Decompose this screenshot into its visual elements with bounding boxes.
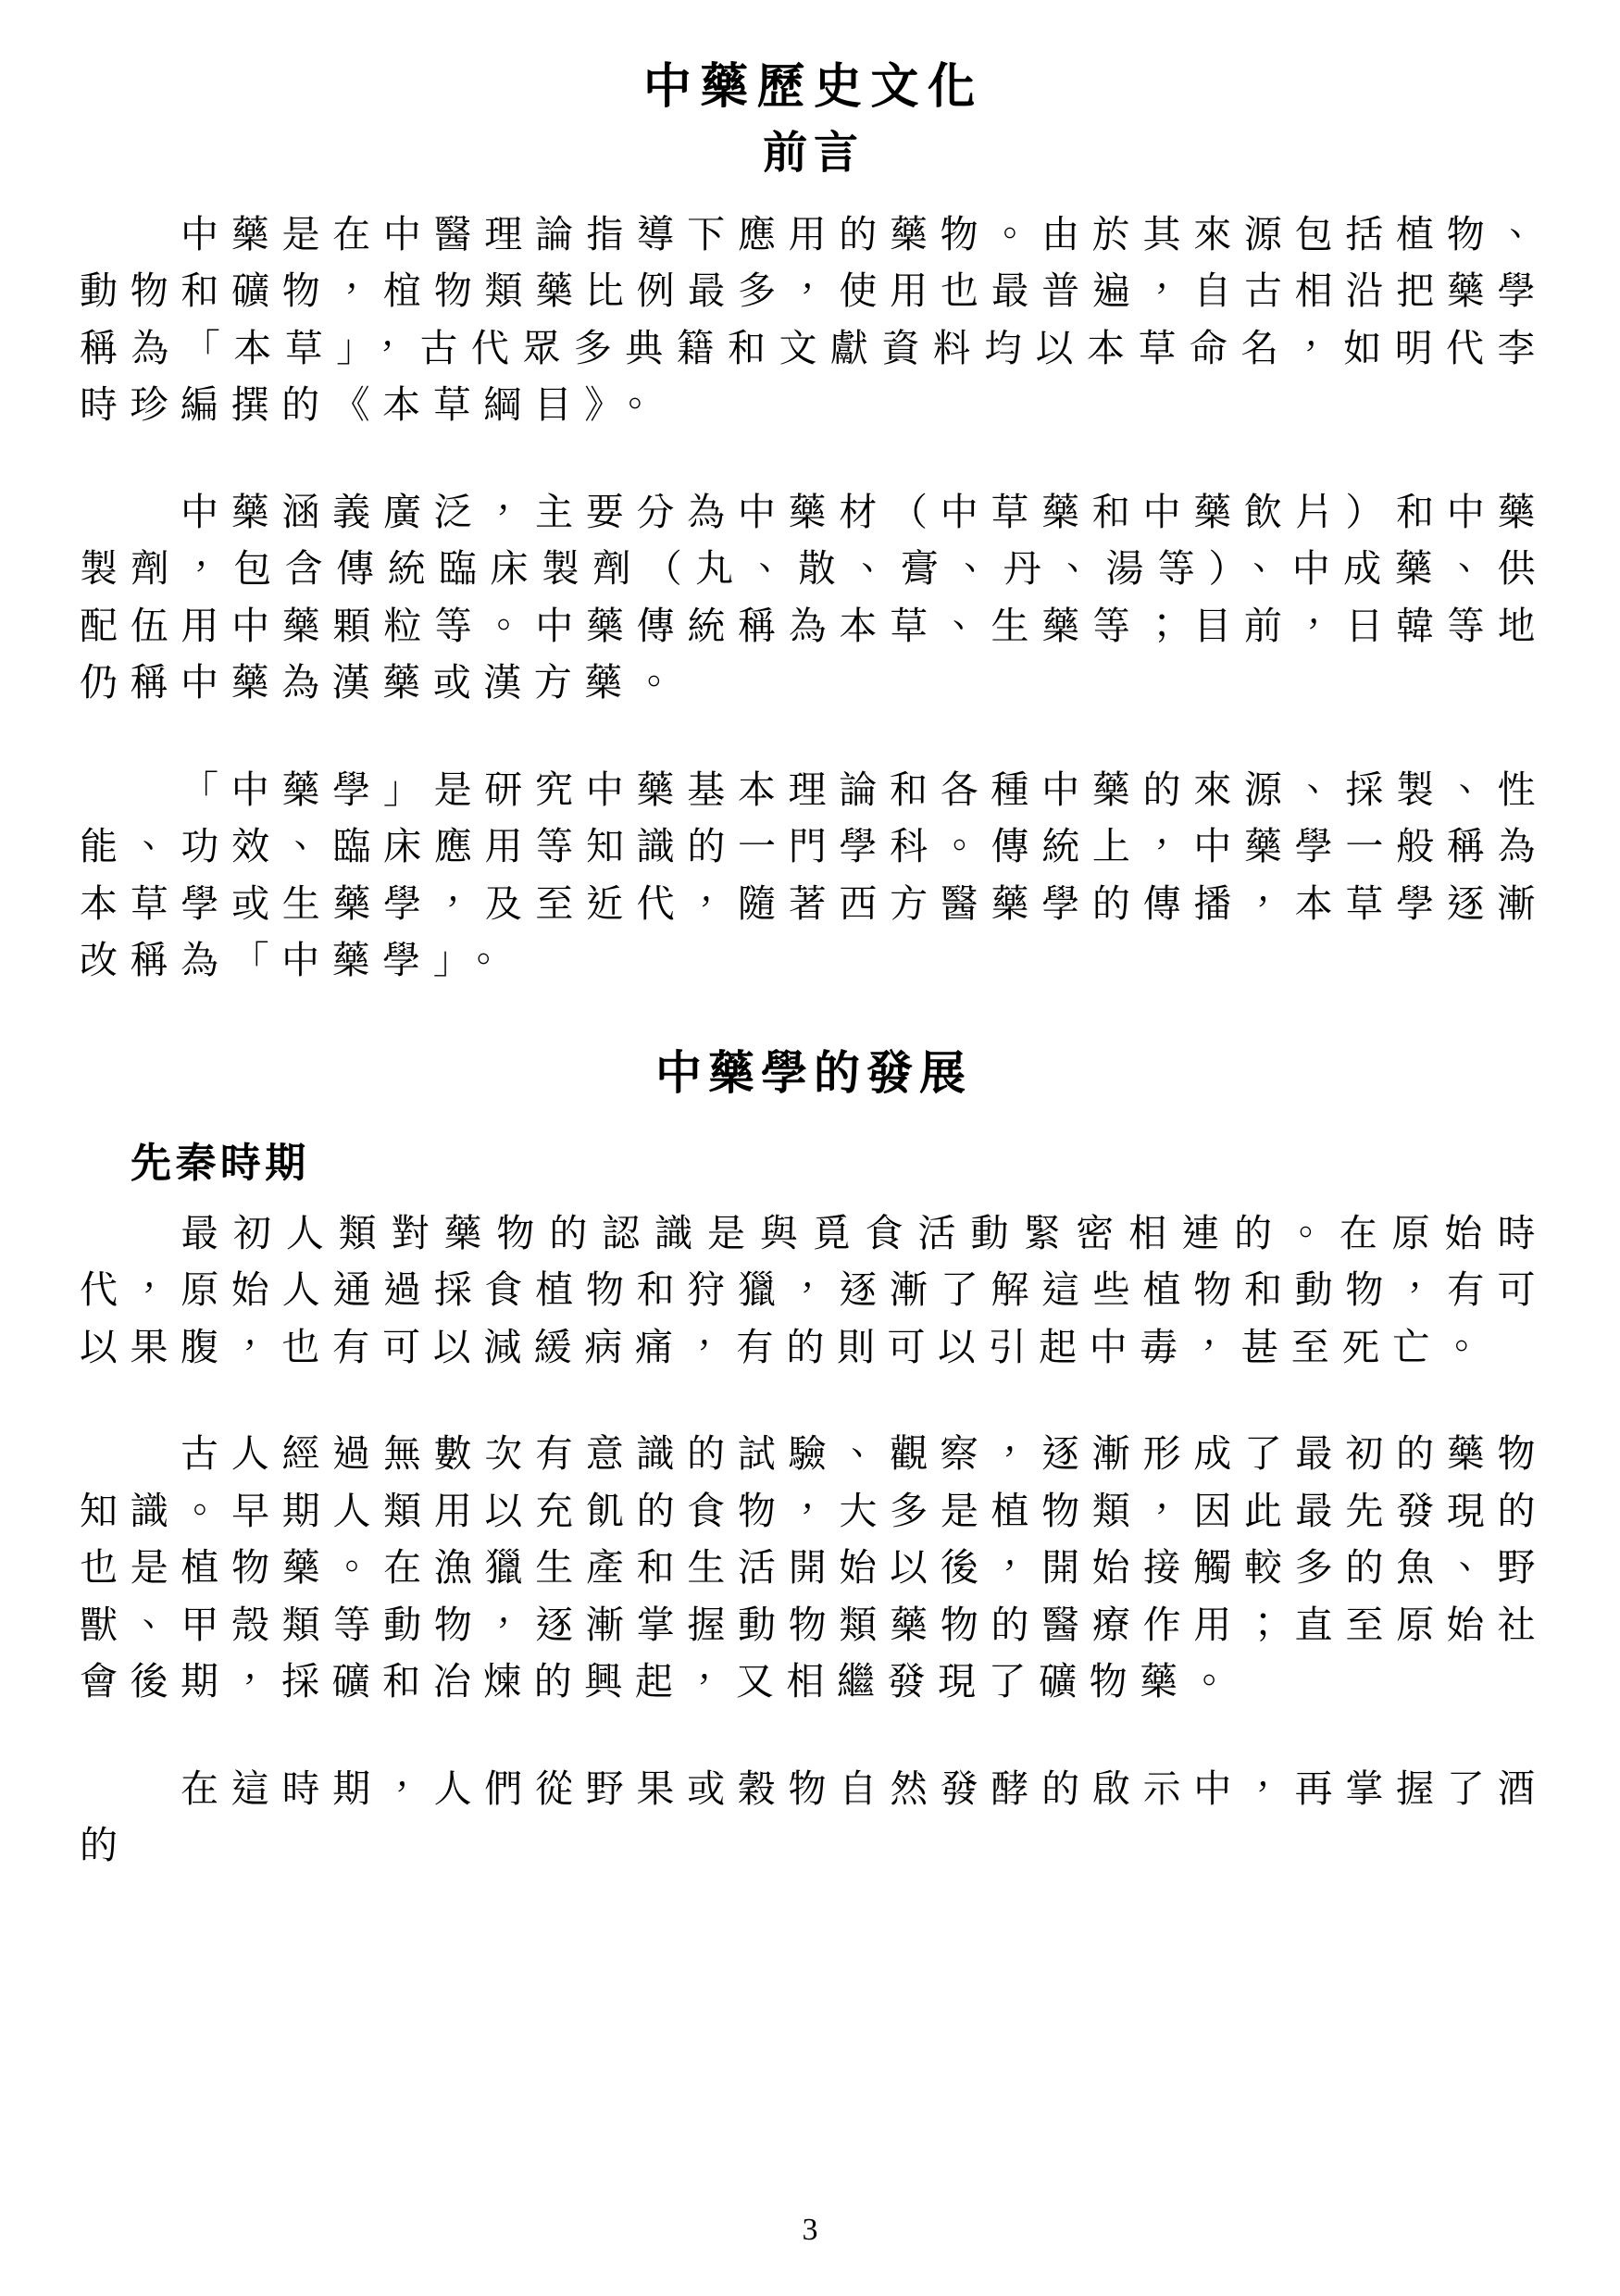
development-paragraph-2: 古人經過無數次有意識的試驗、觀察，逐漸形成了最初的藥物知識。早期人類用以充飢的食物，大多是植物類，因此最先發現的也是植物藥。在漁獵生產和生活開始以後，開始接觸較多的魚、野獸、甲殼類等動物，逐漸掌握動物類藥物的醫療作用；直至原始社會後期，採礦和冶煉的興起，又相繼發現了礦物藥。 (80, 1432, 1548, 1703)
foreword-paragraph-2: 中藥涵義廣泛，主要分為中藥材（中草藥和中藥飲片）和中藥製劑，包含傳統臨床製劑（丸、散、膏、丹、湯等）、中成藥、供配伍用中藥顆粒等。中藥傳統稱為本草、生藥等；目前，日韓等地仍稱中藥為漢藥或漢方藥。 (80, 490, 1548, 705)
development-section-heading: 中藥學的發展 (655, 1046, 972, 1099)
foreword-paragraph-1: 中藥是在中醫理論指導下應用的藥物。由於其來源包括植物、動物和礦物，椬物類藥比例最多，使用也最普遍，自古相沿把藥學稱為「本草」，古代眾多典籍和文獻資料均以本草命名，如明代李時珍編撰的《本草綱目》。 (80, 212, 1548, 427)
pre-qin-period-subheading: 先秦時期 (131, 1140, 310, 1186)
page-number: 3 (802, 2213, 818, 2247)
development-paragraph-3: 在這時期，人們從野果或穀物自然發酵的啟示中，再掌握了酒的 (80, 1766, 1548, 1867)
development-paragraph-1: 最初人類對藥物的認識是與覓食活動緊密相連的。在原始時代，原始人通過採食植物和狩獵，逐漸了解這些植物和動物，有可以果腹，也有可以減緩病痛，有的則可以引起中毒，甚至死亡。 (80, 1211, 1548, 1368)
document-title: 中藥歷史文化 (642, 61, 985, 114)
foreword-paragraph-3: 「中藥學」是研究中藥基本理論和各種中藥的來源、採製、性能、功效、臨床應用等知識的一門學科。傳統上，中藥學一般稱為本草學或生藥學，及至近代，隨著西方醫藥學的傳播，本草學逐漸改稱為「中藥學」。 (80, 767, 1548, 982)
foreword-heading: 前言 (763, 129, 865, 178)
